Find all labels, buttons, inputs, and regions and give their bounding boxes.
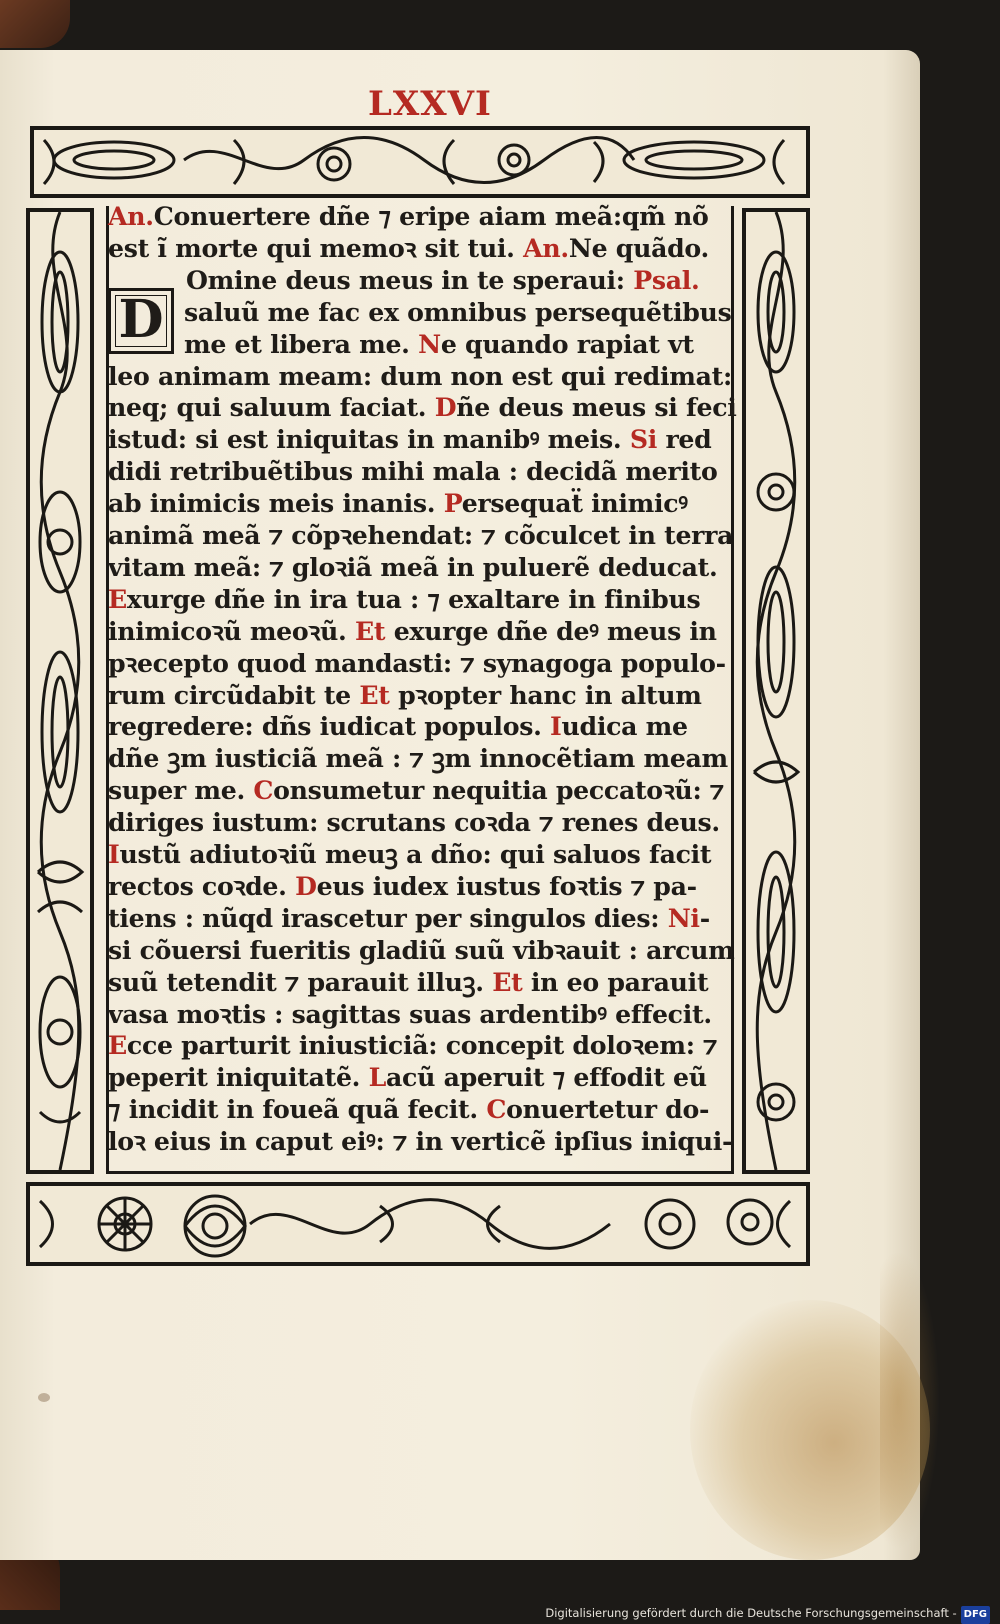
text-line — [108, 774, 736, 806]
text-span: eus iudex iustus foꝛtis ⁊ pa- — [316, 870, 697, 901]
text-span: si cõuersi fueritis gladiũ suũ vibꝛauit : arcum — [108, 934, 735, 965]
text-line — [108, 902, 736, 934]
text-span: super me. — [108, 775, 254, 806]
text-span: udica me — [561, 711, 688, 742]
text-line — [108, 232, 736, 264]
text-span: exurge dñe deꝰ meus in — [385, 615, 717, 646]
text-span: acũ aperuit ⁊ effodit eũ — [386, 1062, 707, 1093]
text-span: rectos coꝛde. — [108, 870, 296, 901]
ink-spot — [38, 1393, 50, 1402]
text-span: pꝛecepto quod mandasti: ⁊ synagoga populo- — [108, 647, 726, 678]
text-span: neq; qui saluum faciat. — [108, 392, 435, 423]
binding-leather-top — [0, 0, 70, 48]
text-line — [108, 1125, 736, 1157]
text-line — [108, 423, 736, 455]
rubric-text: E — [108, 583, 127, 614]
rubric-text: Et — [359, 679, 390, 710]
rubric-text: Et — [355, 615, 386, 646]
text-span: ab inimicis meis inanis. — [108, 488, 444, 519]
rubric-text: C — [253, 775, 274, 806]
text-line — [108, 391, 736, 423]
rubric-text: I — [108, 839, 120, 869]
text-span: Ne quãdo. — [568, 232, 709, 263]
text-line — [108, 934, 736, 966]
text-span: Omine deus meus in te speraui: — [186, 264, 634, 295]
text-line — [108, 551, 736, 583]
text-span: ⁊ incidit in foueã quã fecit. — [108, 1094, 487, 1125]
text-span: red — [656, 424, 712, 455]
dfg-logo: DFG — [961, 1606, 990, 1624]
rubric-text: Et — [492, 966, 523, 997]
text-span: rum circũdabit te — [108, 679, 360, 710]
text-line — [108, 806, 736, 838]
text-span: ersequaẗ inimicꝰ — [461, 488, 688, 519]
text-span: cce parturit iniusticiã: concepit doloꝛem: ⁊ — [126, 1030, 718, 1061]
text-span: onsumetur nequitia peccatoꝛũ: ⁊ — [273, 775, 725, 806]
rubric-text: E — [108, 1030, 127, 1061]
text-span: me et libera me. — [184, 328, 419, 359]
rubric-text: N — [418, 328, 441, 359]
rubric-text: An. — [108, 201, 154, 231]
text-line — [108, 1093, 736, 1125]
rubric-text: Ni — [667, 902, 700, 933]
text-line — [184, 328, 736, 360]
text-span: inimicoꝛũ meoꝛũ. — [108, 615, 355, 646]
text-span: dñe ꝫm iusticiã meã : ⁊ ꝫm innocẽtiam meam — [108, 743, 728, 774]
text-span: Conuertere dñe ⁊ eripe aiam meã:qm̃ nõ — [153, 201, 709, 231]
text-span: istud: si est iniquitas in manibꝰ meis. — [108, 424, 630, 455]
rubric-text: I — [550, 711, 562, 742]
text-line — [108, 455, 736, 487]
woodcut-border-bottom — [26, 1182, 810, 1266]
credit-text: Digitalisierung gefördert durch die Deutsche Forschungsgemeinschaft - — [545, 1606, 957, 1620]
text-span: vitam meã: ⁊ gloꝛiã meã in puluerẽ deducat. — [108, 551, 718, 582]
text-span: suũ tetendit ⁊ parauit illuꝫ. — [108, 966, 493, 997]
text-line — [108, 710, 736, 742]
text-span: e quando rapiat vt — [440, 328, 694, 359]
text-span: onuertetur do- — [506, 1094, 710, 1125]
text-span: ñe deus meus si feci — [456, 392, 737, 423]
text-span: regredere: dñs iudicat populos. — [108, 711, 551, 742]
text-line — [108, 1029, 736, 1061]
rubric-text: D — [295, 870, 317, 901]
text-line — [108, 679, 736, 711]
rubric-text: Si — [629, 424, 657, 455]
text-span: est ĩ morte qui memoꝛ sit tui. — [108, 232, 524, 263]
text-line — [184, 296, 736, 328]
rubric-text: Psal. — [633, 264, 700, 295]
text-span: xurge dñe in ira tua : ⁊ exaltare in finibus — [126, 583, 701, 614]
text-span: vasa moꝛtis : sagittas suas ardentibꝰ effecit. — [108, 998, 712, 1029]
text-span: diriges iustum: scrutans coꝛda ⁊ renes deus. — [108, 807, 720, 838]
rubric-text: P — [443, 488, 462, 519]
digitization-credit — [545, 1604, 990, 1622]
text-line — [108, 966, 736, 998]
text-span: didi retribuẽtibus mihi mala : decidã merito — [108, 456, 718, 487]
text-line — [108, 742, 736, 774]
text-span: leo animam meam: dum non est qui redimat: — [108, 360, 732, 391]
rubric-text: An. — [523, 232, 569, 263]
text-line — [108, 838, 736, 870]
woodcut-border-right — [742, 208, 810, 1174]
text-line — [108, 583, 736, 615]
rubric-text: L — [368, 1062, 387, 1093]
text-span: tiens : nũqd irascetur per singulos dies: — [108, 902, 668, 933]
text-span: peperit iniquitatẽ. — [108, 1062, 369, 1093]
folio-number: LXXVI — [368, 84, 492, 124]
text-line — [108, 200, 736, 232]
text-span: animã meã ⁊ cõpꝛehendat: ⁊ cõculcet in terra — [108, 520, 734, 550]
text-line — [108, 998, 736, 1030]
water-stain-edge — [880, 1250, 940, 1550]
text-span: saluũ me fac ex omnibus persequẽtibus — [184, 296, 732, 327]
text-span: ustũ adiutoꝛiũ meuꝫ a dño: qui saluos facit — [119, 839, 712, 869]
text-line — [108, 519, 736, 551]
text-span: pꝛopter hanc in altum — [389, 679, 702, 710]
text-span: in eo parauit — [522, 966, 709, 997]
text-line — [108, 647, 736, 679]
text-line — [108, 1061, 736, 1093]
text-line — [108, 487, 736, 519]
woodcut-border-top — [30, 126, 810, 198]
text-line — [108, 870, 736, 902]
rubric-text: D — [434, 392, 457, 423]
woodcut-border-left — [26, 208, 94, 1174]
text-span: loꝛ eius in caput eiꝰ: ⁊ in verticẽ ipſius iniqui- — [108, 1126, 733, 1157]
decorated-initial: D — [108, 288, 174, 354]
text-span: - — [699, 902, 710, 933]
text-line — [108, 615, 736, 647]
text-line — [186, 264, 736, 296]
rubric-text: C — [486, 1094, 507, 1125]
text-line — [108, 360, 736, 392]
